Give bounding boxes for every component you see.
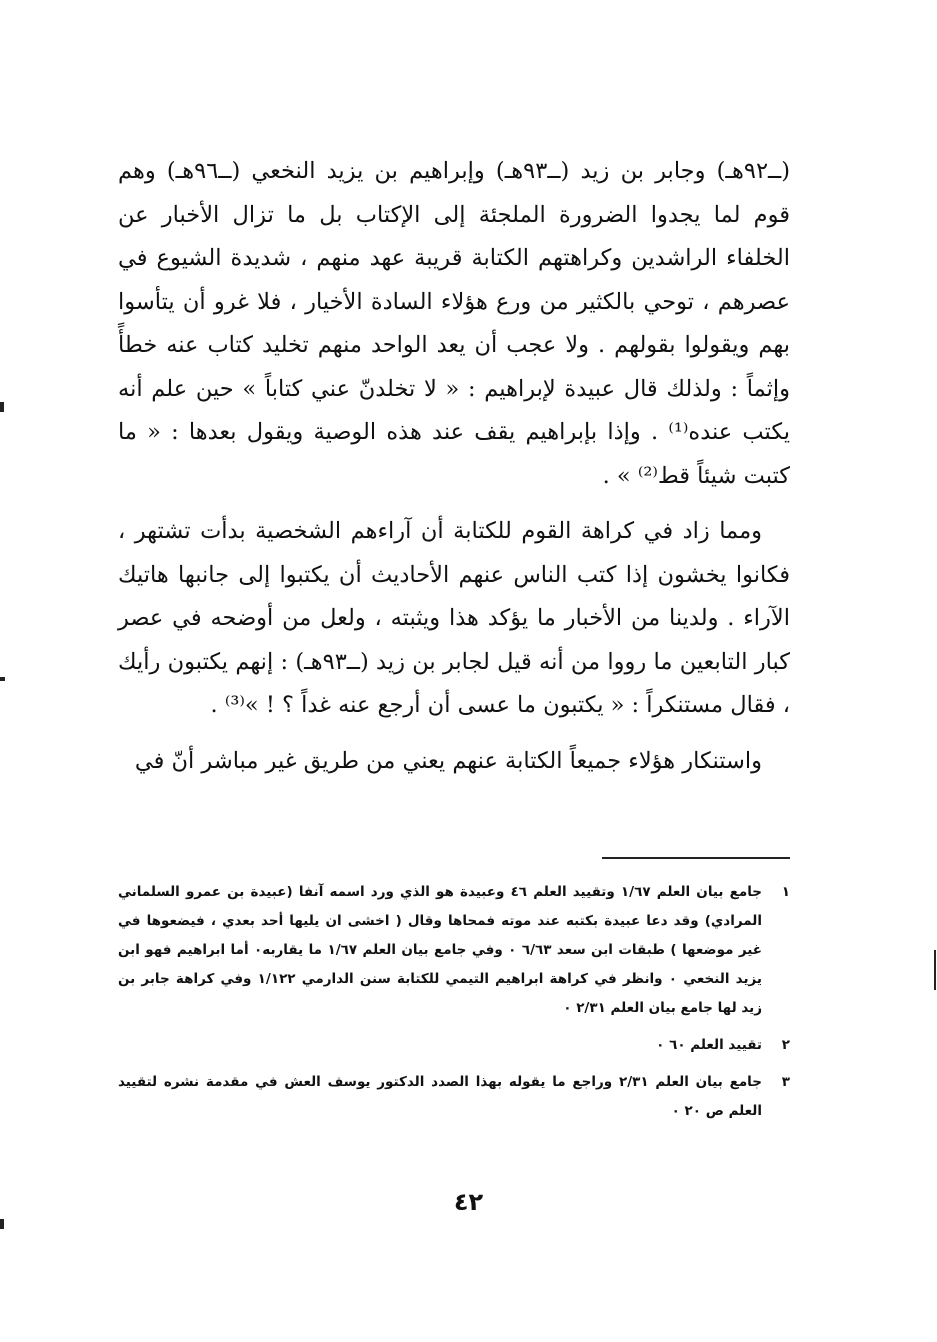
main-text	[118, 150, 790, 783]
paragraph-1: (ــ٩٢هـ) وجابر بن زيد (ــ٩٣هـ) وإبراهيم بن يزيد النخعي (ــ٩٦هـ) وهم قوم لما يجدوا الضرورة الملجئة إلى الإكتاب بل ما تزال الأخبار عن الخلفاء الراشدين وكراهتهم الكتابة قريبة عهد منهم ، شديدة الشيوع في عصرهم ، توحي بالكثير من ورع هؤلاء السادة الأخيار ، فلا غرو أن يتأسوا بهم ويقولوا بقولهم . ولا عجب أن يعد الواحد منهم تخليد كتاب عنه خطأً وإثماً : ولذلك قال عبيدة لإبراهيم : « لا تخلدنّ عني كتاباً » حين علم أنه يكتب عنده⁽¹⁾ . وإذا بإبراهيم يقف عند هذه الوصية ويقول بعدها : « ما كتبت شيئاً قط⁽²⁾ » .	[118, 158, 791, 489]
footnote-number: ٢	[781, 1037, 790, 1053]
page-number: ٤٢	[453, 1188, 484, 1216]
footnote-separator	[602, 857, 790, 859]
scan-mark	[0, 1219, 4, 1229]
scan-mark	[0, 677, 5, 681]
footnote-number: ١	[781, 884, 790, 900]
footnote-2	[118, 1031, 790, 1060]
footnote-3	[118, 1068, 790, 1126]
scan-mark	[0, 402, 4, 412]
paragraph-3: واستنكار هؤلاء جميعاً الكتابة عنهم يعني من طريق غير مباشر أنّ في	[134, 747, 762, 774]
footnote-text: جامع بيان العلم ١/٦٧ وتقييد العلم ٤٦ وعبيدة هو الذي ورد اسمه آنفا (عبيدة بن عمرو السلماني المرادي) وقد دعا عبيدة بكتبه عند موته فمحاها وقال ( اخشى ان يليها أحد بعدي ، فيضعوها في غير موضعها ) طبقات ابن سعد ٦/٦٣ ٠ وفي جامع بيان العلم ١/٦٧ ما يقاربه٠ أما ابراهيم فهو ابن يزيد النخعي ٠ وانظر في كراهة ابراهيم التيمي للكتابة سنن الدارمي ١/١٢٢ وفي كراهة جابر بن زيد لها جامع بيان العلم ٢/٣١ ٠	[118, 884, 762, 1016]
footnote-number: ٣	[781, 1074, 790, 1090]
paragraph-2: ومما زاد في كراهة القوم للكتابة أن آراءهم الشخصية بدأت تشتهر ، فكانوا يخشون إذا كتب الناس عنهم الأحاديث أن يكتبوا إلى جانبها هاتيك الآراء . ولدينا من الأخبار ما يؤكد هذا ويثبته ، ولعل من أوضحه في عصر كبار التابعين ما رووا من أنه قيل لجابر بن زيد (ــ٩٣هـ) : إنهم يكتبون رأيك ، فقال مستنكراً : « يكتبون ما عسى أن أرجع عنه غداً ؟ ! »⁽³⁾ .	[118, 518, 791, 718]
footnote-1	[118, 878, 790, 1023]
scan-mark	[934, 950, 936, 990]
footnote-text: جامع بيان العلم ٢/٣١ وراجع ما يقوله بهذا الصدد الدكتور يوسف العش في مقدمة نشره لتقييد العلم ص ٢٠ ٠	[118, 1074, 762, 1119]
footnote-text: تقييد العلم ٦٠ ٠	[656, 1037, 762, 1053]
footnotes	[118, 878, 790, 1134]
